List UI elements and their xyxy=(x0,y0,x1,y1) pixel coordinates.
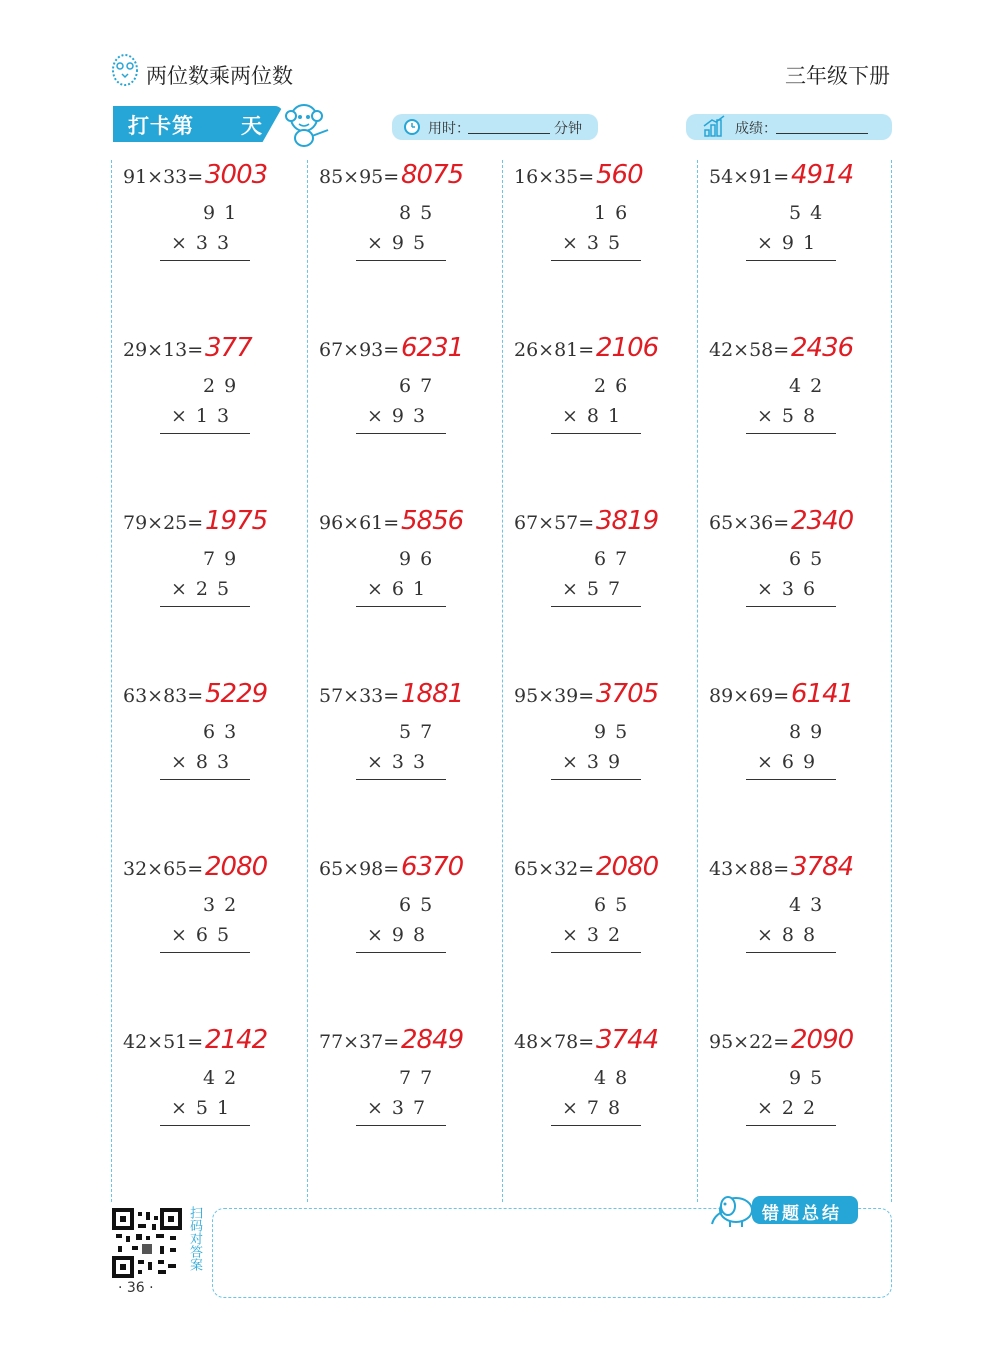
problem-cell xyxy=(504,506,698,676)
page-title: 两位数乘两位数 xyxy=(146,64,293,88)
calculation-underline xyxy=(356,606,446,607)
vertical-multiplicand: 95 xyxy=(594,721,637,743)
vertical-multiplier: 13 xyxy=(195,405,239,427)
handwritten-answer: 3003 xyxy=(205,160,268,190)
vertical-multiplier: 98 xyxy=(391,924,435,946)
vertical-multiplier-row xyxy=(367,1097,434,1119)
vertical-multiplier-row xyxy=(757,405,824,427)
handwritten-answer: 2849 xyxy=(401,1025,464,1055)
times-sign: × xyxy=(562,405,587,427)
times-sign: × xyxy=(757,405,782,427)
column-border-left xyxy=(111,160,112,1202)
times-sign: × xyxy=(757,924,782,946)
calculation-underline xyxy=(356,779,446,780)
vertical-multiplicand: 85 xyxy=(399,202,442,224)
times-sign: × xyxy=(171,751,196,773)
times-sign: × xyxy=(562,751,587,773)
problem-equation: 42×51= xyxy=(123,1031,204,1053)
problem-equation: 65×32= xyxy=(514,858,595,880)
vertical-multiplicand: 91 xyxy=(203,202,246,224)
handwritten-answer: 2106 xyxy=(596,333,659,363)
checkin-day-suffix: 天 xyxy=(241,114,262,138)
vertical-multiplier-row xyxy=(757,232,824,254)
times-sign: × xyxy=(562,232,587,254)
handwritten-answer: 3819 xyxy=(596,506,659,536)
calculation-underline xyxy=(746,433,836,434)
owl-logo-icon xyxy=(110,50,140,88)
problem-cell xyxy=(504,852,698,1022)
handwritten-answer: 1975 xyxy=(205,506,268,536)
vertical-multiplier: 37 xyxy=(391,1097,435,1119)
times-sign: × xyxy=(757,232,782,254)
score-label: 成绩： xyxy=(735,121,777,137)
handwritten-answer: 6141 xyxy=(791,679,854,709)
problem-equation: 79×25= xyxy=(123,512,204,534)
problem-cell xyxy=(504,333,698,503)
calculation-underline xyxy=(551,779,641,780)
clock-icon xyxy=(402,116,422,136)
vertical-multiplier-row xyxy=(562,232,629,254)
vertical-multiplier: 33 xyxy=(391,751,435,773)
handwritten-answer: 6231 xyxy=(401,333,464,363)
vertical-multiplier-row xyxy=(367,751,434,773)
grade-label: 三年级下册 xyxy=(785,64,890,88)
problem-cell xyxy=(309,852,503,1022)
time-unit: 分钟 xyxy=(554,121,582,137)
vertical-multiplier: 51 xyxy=(195,1097,239,1119)
problem-equation: 54×91= xyxy=(709,166,790,188)
times-sign: × xyxy=(757,578,782,600)
vertical-multiplicand: 43 xyxy=(789,894,832,916)
calculation-underline xyxy=(356,952,446,953)
handwritten-answer: 2436 xyxy=(791,333,854,363)
times-sign: × xyxy=(367,924,392,946)
problem-equation: 57×33= xyxy=(319,685,400,707)
problem-equation: 91×33= xyxy=(123,166,204,188)
problem-equation: 95×39= xyxy=(514,685,595,707)
problem-equation: 16×35= xyxy=(514,166,595,188)
problem-equation: 32×65= xyxy=(123,858,204,880)
problem-equation: 29×13= xyxy=(123,339,204,361)
problem-cell xyxy=(309,1025,503,1195)
vertical-multiplier: 95 xyxy=(391,232,435,254)
calculation-underline xyxy=(746,952,836,953)
handwritten-answer: 377 xyxy=(205,333,252,363)
problem-cell xyxy=(113,679,307,849)
vertical-multiplicand: 96 xyxy=(399,548,442,570)
problem-cell xyxy=(699,1025,893,1195)
problem-equation: 48×78= xyxy=(514,1031,595,1053)
times-sign: × xyxy=(171,232,196,254)
qr-code-icon xyxy=(112,1208,182,1278)
vertical-multiplicand: 57 xyxy=(399,721,442,743)
vertical-multiplier-row xyxy=(562,578,629,600)
handwritten-answer: 4914 xyxy=(791,160,854,190)
vertical-multiplicand: 77 xyxy=(399,1067,442,1089)
calculation-underline xyxy=(160,779,250,780)
problem-cell xyxy=(699,852,893,1022)
problem-equation: 89×69= xyxy=(709,685,790,707)
handwritten-answer: 5856 xyxy=(401,506,464,536)
vertical-multiplier-row xyxy=(562,1097,629,1119)
vertical-multiplicand: 32 xyxy=(203,894,246,916)
handwritten-answer: 3705 xyxy=(596,679,659,709)
calculation-underline xyxy=(160,952,250,953)
vertical-multiplier-row xyxy=(171,751,238,773)
problem-equation: 96×61= xyxy=(319,512,400,534)
vertical-multiplicand: 26 xyxy=(594,375,637,397)
times-sign: × xyxy=(757,751,782,773)
problem-equation: 42×58= xyxy=(709,339,790,361)
problem-cell xyxy=(699,333,893,503)
problem-equation: 67×93= xyxy=(319,339,400,361)
handwritten-answer: 560 xyxy=(596,160,643,190)
vertical-multiplicand: 48 xyxy=(594,1067,637,1089)
vertical-multiplier: 91 xyxy=(781,232,825,254)
times-sign: × xyxy=(367,232,392,254)
problem-equation: 26×81= xyxy=(514,339,595,361)
vertical-multiplier: 78 xyxy=(586,1097,630,1119)
vertical-multiplicand: 65 xyxy=(789,548,832,570)
vertical-multiplier: 81 xyxy=(586,405,630,427)
vertical-multiplier-row xyxy=(562,751,629,773)
calculation-underline xyxy=(160,1125,250,1126)
vertical-multiplicand: 67 xyxy=(594,548,637,570)
monkey-mascot-icon xyxy=(282,100,334,148)
vertical-multiplier-row xyxy=(562,924,629,946)
vertical-multiplier: 83 xyxy=(195,751,239,773)
handwritten-answer: 2090 xyxy=(791,1025,854,1055)
problem-equation: 65×98= xyxy=(319,858,400,880)
vertical-multiplier: 58 xyxy=(781,405,825,427)
times-sign: × xyxy=(171,924,196,946)
problem-equation: 65×36= xyxy=(709,512,790,534)
vertical-multiplicand: 54 xyxy=(789,202,832,224)
handwritten-answer: 2080 xyxy=(205,852,268,882)
problem-cell xyxy=(309,160,503,330)
qr-caption: 扫码对答案 xyxy=(187,1206,202,1271)
vertical-multiplier-row xyxy=(562,405,629,427)
times-sign: × xyxy=(562,578,587,600)
problem-cell xyxy=(309,333,503,503)
calculation-underline xyxy=(551,433,641,434)
bar-chart-icon xyxy=(702,114,726,138)
vertical-multiplier-row xyxy=(171,232,238,254)
times-sign: × xyxy=(367,751,392,773)
problem-equation: 67×57= xyxy=(514,512,595,534)
handwritten-answer: 2340 xyxy=(791,506,854,536)
times-sign: × xyxy=(367,405,392,427)
problem-cell xyxy=(504,679,698,849)
times-sign: × xyxy=(757,1097,782,1119)
calculation-underline xyxy=(356,260,446,261)
problem-cell xyxy=(504,1025,698,1195)
problem-cell xyxy=(113,333,307,503)
vertical-multiplier-row xyxy=(171,405,238,427)
calculation-underline xyxy=(746,779,836,780)
elephant-icon xyxy=(706,1190,756,1228)
handwritten-answer: 2080 xyxy=(596,852,659,882)
vertical-multiplier-row xyxy=(757,924,824,946)
vertical-multiplier: 39 xyxy=(586,751,630,773)
handwritten-answer: 8075 xyxy=(401,160,464,190)
vertical-multiplicand: 29 xyxy=(203,375,246,397)
vertical-multiplier: 33 xyxy=(195,232,239,254)
handwritten-answer: 3784 xyxy=(791,852,854,882)
calculation-underline xyxy=(160,433,250,434)
problem-equation: 95×22= xyxy=(709,1031,790,1053)
problem-cell xyxy=(113,1025,307,1195)
problem-cell xyxy=(309,679,503,849)
vertical-multiplier: 22 xyxy=(781,1097,825,1119)
calculation-underline xyxy=(746,606,836,607)
vertical-multiplier-row xyxy=(757,578,824,600)
problem-cell xyxy=(699,160,893,330)
vertical-multiplier: 93 xyxy=(391,405,435,427)
calculation-underline xyxy=(356,1125,446,1126)
vertical-multiplicand: 95 xyxy=(789,1067,832,1089)
problem-cell xyxy=(113,506,307,676)
times-sign: × xyxy=(367,578,392,600)
vertical-multiplicand: 42 xyxy=(203,1067,246,1089)
problem-cell xyxy=(113,160,307,330)
problem-cell xyxy=(504,160,698,330)
calculation-underline xyxy=(551,606,641,607)
mistake-summary-label: 错题总结 xyxy=(762,1204,842,1224)
vertical-multiplier: 65 xyxy=(195,924,239,946)
times-sign: × xyxy=(171,578,196,600)
problem-cell xyxy=(699,506,893,676)
vertical-multiplier-row xyxy=(171,578,238,600)
times-sign: × xyxy=(171,1097,196,1119)
vertical-multiplier-row xyxy=(367,578,434,600)
handwritten-answer: 1881 xyxy=(401,679,464,709)
vertical-multiplicand: 16 xyxy=(594,202,637,224)
vertical-multiplier: 36 xyxy=(781,578,825,600)
times-sign: × xyxy=(171,405,196,427)
vertical-multiplier: 57 xyxy=(586,578,630,600)
vertical-multiplier: 25 xyxy=(195,578,239,600)
vertical-multiplier-row xyxy=(757,1097,824,1119)
calculation-underline xyxy=(746,1125,836,1126)
page-number: · 36 · xyxy=(118,1280,154,1296)
vertical-multiplicand: 79 xyxy=(203,548,246,570)
calculation-underline xyxy=(551,1125,641,1126)
vertical-multiplier-row xyxy=(171,924,238,946)
problem-equation: 77×37= xyxy=(319,1031,400,1053)
vertical-multiplier: 69 xyxy=(781,751,825,773)
vertical-multiplier: 32 xyxy=(586,924,630,946)
vertical-multiplier: 35 xyxy=(586,232,630,254)
vertical-multiplicand: 65 xyxy=(399,894,442,916)
times-sign: × xyxy=(367,1097,392,1119)
vertical-multiplicand: 42 xyxy=(789,375,832,397)
times-sign: × xyxy=(562,1097,587,1119)
handwritten-answer: 5229 xyxy=(205,679,268,709)
calculation-underline xyxy=(356,433,446,434)
vertical-multiplier-row xyxy=(367,405,434,427)
calculation-underline xyxy=(160,260,250,261)
vertical-multiplicand: 67 xyxy=(399,375,442,397)
vertical-multiplier-row xyxy=(367,924,434,946)
problem-equation: 43×88= xyxy=(709,858,790,880)
vertical-multiplier: 88 xyxy=(781,924,825,946)
vertical-multiplier: 61 xyxy=(391,578,435,600)
handwritten-answer: 2142 xyxy=(205,1025,268,1055)
calculation-underline xyxy=(746,260,836,261)
vertical-multiplicand: 65 xyxy=(594,894,637,916)
time-label: 用时： xyxy=(428,121,470,137)
vertical-multiplier-row xyxy=(757,751,824,773)
problem-cell xyxy=(113,852,307,1022)
calculation-underline xyxy=(551,260,641,261)
vertical-multiplier-row xyxy=(367,232,434,254)
handwritten-answer: 3744 xyxy=(596,1025,659,1055)
problem-equation: 63×83= xyxy=(123,685,204,707)
score-input-line[interactable] xyxy=(776,133,868,134)
calculation-underline xyxy=(551,952,641,953)
checkin-label: 打卡第 xyxy=(128,114,194,138)
problem-cell xyxy=(699,679,893,849)
times-sign: × xyxy=(562,924,587,946)
problem-equation: 85×95= xyxy=(319,166,400,188)
handwritten-answer: 6370 xyxy=(401,852,464,882)
problem-cell xyxy=(309,506,503,676)
time-input-line[interactable] xyxy=(468,133,550,134)
calculation-underline xyxy=(160,606,250,607)
vertical-multiplier-row xyxy=(171,1097,238,1119)
vertical-multiplicand: 63 xyxy=(203,721,246,743)
vertical-multiplicand: 89 xyxy=(789,721,832,743)
column-divider xyxy=(307,160,308,1202)
